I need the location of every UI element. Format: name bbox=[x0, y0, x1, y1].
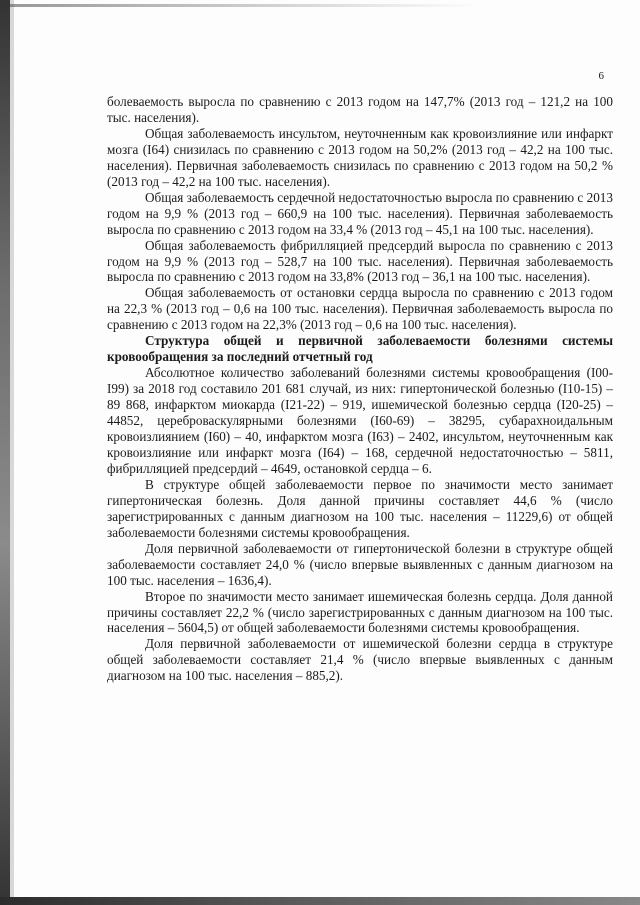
scan-bottom-edge bbox=[0, 897, 640, 905]
paragraph-hypertension-primary: Доля первичной заболеваемости от гипертонической болезни в структуре общей заболеваемости составляет 24,0 % (число впервые выявленных с данным диагнозом на 100 тыс. населения – 1636,4). bbox=[107, 540, 613, 588]
paragraph-atrial-fibrillation: Общая заболеваемость фибрилляцией предсердий выросла по сравнению с 2013 годом на 9,9 % (2013 год – 528,7 на 100 тыс. населения). Первичная заболеваемость выросла по сравнению с 2013 годом на 33,8% (2013 год – 36,1 на 100 тыс. населения). bbox=[107, 237, 613, 285]
paragraph-stroke-i64: Общая заболеваемость инсультом, неуточненным как кровоизлияние или инфаркт мозга (I64) снизилась по сравнению с 2013 годом на 50,2% (2013 год – 42,2 на 100 тыс. населения). Первичная заболеваемость снизилась по сравнению с 2013 годом на 50,2 % (2013 год – 42,2 на 100 тыс. населения). bbox=[107, 125, 613, 189]
document-body bbox=[107, 94, 613, 684]
paragraph-ihd-primary: Доля первичной заболеваемости от ишемической болезни сердца в структуре общей заболеваемости составляет 21,4 % (число впервые выявленных с данным диагнозом на 100 тыс. населения – 885,2). bbox=[107, 636, 613, 684]
paragraph-ihd-share: Второе по значимости место занимает ишемическая болезнь сердца. Доля данной причины составляет 22,2 % (число зарегистрированных с данным диагнозом на 100 тыс. населения – 5604,5) от общей заболеваемости болезнями системы кровообращения. bbox=[107, 588, 613, 636]
section-heading: Структура общей и первичной заболеваемости болезнями системы кровообращения за последний отчетный год bbox=[107, 333, 613, 365]
paragraph-continuation: болеваемость выросла по сравнению с 2013 годом на 147,7% (2013 год – 121,2 на 100 тыс. населения). bbox=[107, 94, 613, 125]
paragraph-absolute-count: Абсолютное количество заболеваний болезнями системы кровообращения (I00-I99) за 2018 год составило 201 681 случай, из них: гипертонической болезнью (I10-15) – 89 868, инфарктом миокарда (I21-22) – 919, ишемической болезнью сердца (I20-25) – 44852, цереброваскулярными болезнями (I60-69) – 38295, субарахноидальным кровоизлиянием (I60) – 40, инфарктом мозга (I63) – 2402, инсультом, неуточненным как кровоизлияние или инфаркт мозга (I64) – 168, сердечной недостаточностью – 5811, фибрилляцией предсердий – 4649, остановкой сердца – 6. bbox=[107, 365, 613, 476]
page-number: 6 bbox=[598, 70, 604, 82]
scan-left-edge bbox=[0, 0, 10, 905]
scan-top-edge bbox=[10, 4, 480, 7]
paragraph-cardiac-arrest: Общая заболеваемость от остановки сердца выросла по сравнению с 2013 годом на 22,3 % (2013 год – 0,6 на 100 тыс. населения). Первичная заболеваемость выросла по сравнению с 2013 годом на 22,3% (2013 год – 0,6 на 100 тыс. населения). bbox=[107, 285, 613, 333]
scan-left-edge-shadow bbox=[10, 0, 14, 905]
paragraph-heart-failure: Общая заболеваемость сердечной недостаточностью выросла по сравнению с 2013 годом на 9,9 % (2013 год – 660,9 на 100 тыс. населения). Первичная заболеваемость выросла по сравнению с 2013 годом на 33,4 % (2013 год – 45,1 на 100 тыс. населения). bbox=[107, 189, 613, 237]
paragraph-hypertension-share: В структуре общей заболеваемости первое по значимости место занимает гипертоническая болезнь. Доля данной причины составляет 44,6 % (число зарегистрированных с данным диагнозом на 100 тыс. населения – 11229,6) от общей заболеваемости болезнями системы кровообращения. bbox=[107, 476, 613, 540]
